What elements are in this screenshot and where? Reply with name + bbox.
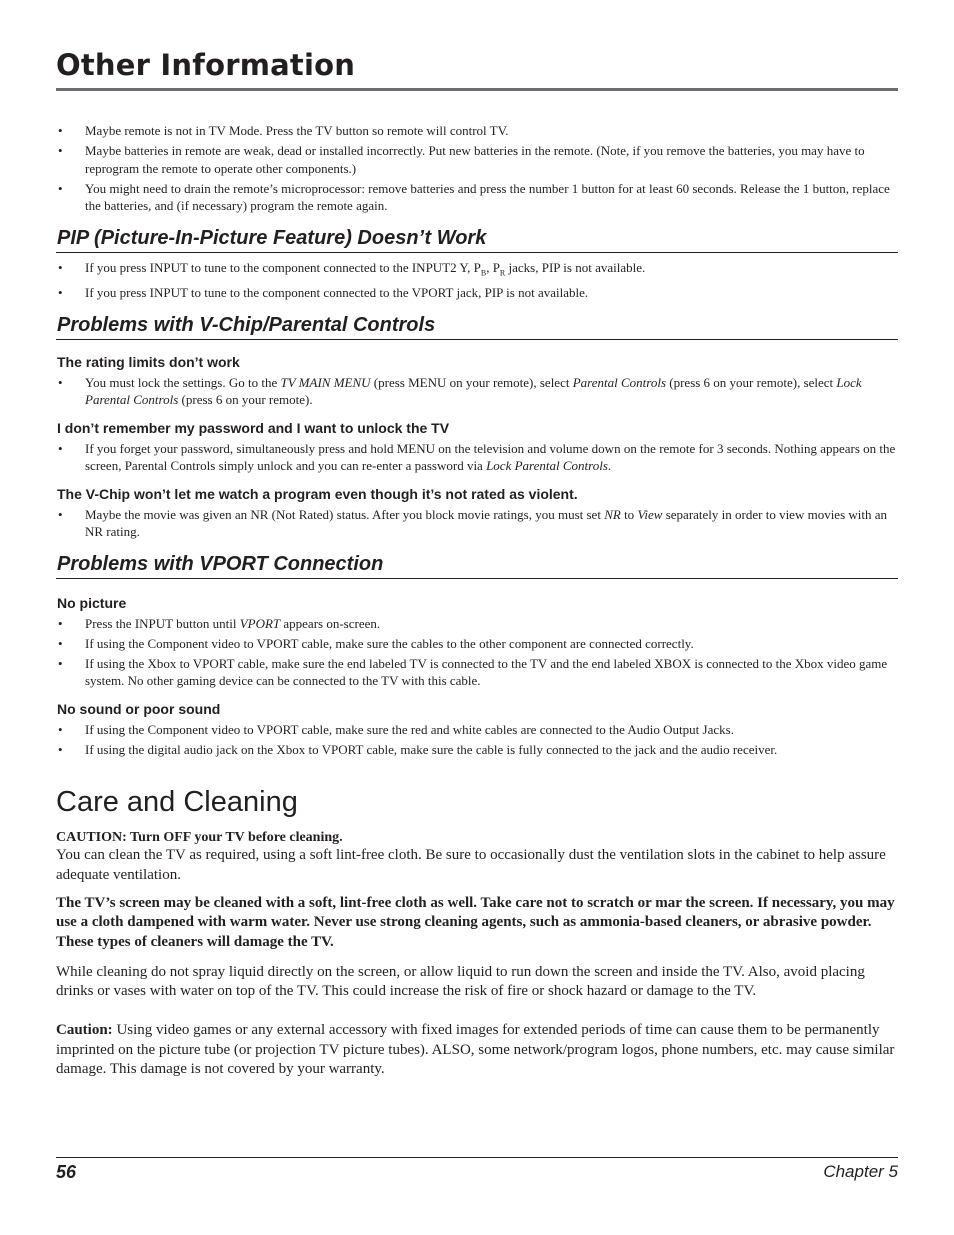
vchip-list-1 bbox=[56, 374, 898, 409]
caution-label: Caution: bbox=[56, 1022, 113, 1039]
care-paragraph-1: You can clean the TV as required, using a soft lint-free cloth. Be sure to occasionally dust the ventilation slots in the cabinet to help assure adequate ventilation. bbox=[56, 847, 886, 883]
subheading-no-picture: No picture bbox=[57, 594, 127, 611]
list-item: • If you forget your password, simultaneously press and hold MENU on the television and volume down on the remote for 3 seconds. Nothing appears on the screen, Parental Controls simply unlock and you can re-enter a password via Lock Parental Controls. bbox=[58, 440, 896, 474]
list-item: • If you press INPUT to tune to the component connected to the VPORT jack, PIP is not available. bbox=[58, 285, 589, 301]
page-title: Other Information bbox=[56, 48, 356, 82]
subheading-no-sound: No sound or poor sound bbox=[57, 700, 221, 717]
subheading-rating-limits: The rating limits don’t work bbox=[57, 353, 240, 370]
section-heading-vchip: Problems with V-Chip/Parental Controls bbox=[56, 313, 898, 340]
list-item: • Maybe remote is not in TV Mode. Press the TV button so remote will control TV. bbox=[58, 123, 509, 138]
list-item: • Press the INPUT button until VPORT appears on-screen. bbox=[58, 615, 381, 631]
subheading-password: I don’t remember my password and I want to unlock the TV bbox=[57, 419, 450, 436]
list-item: • If using the Xbox to VPORT cable, make sure the end labeled TV is connected to the TV and the end labeled XBOX is connected to the Xbox video game system. No other gaming device can be connected to the TV with this cable. bbox=[58, 655, 888, 689]
vport-list-1 bbox=[56, 615, 898, 690]
vchip-list-2 bbox=[56, 440, 898, 475]
list-item: • If using the Component video to VPORT cable, make sure the cables to the other component are connected correctly. bbox=[58, 635, 694, 651]
list-item: • Maybe batteries in remote are weak, dead or installed incorrectly. Put new batteries in the remote. (Note, if you remove the batteries, you may have to reprogram the remote to operate other components.) bbox=[58, 143, 865, 176]
vport-list-2 bbox=[56, 721, 898, 759]
list-item: • If you press INPUT to tune to the component connected to the INPUT2 Y, $P_B$, $P_R$ jacks, PIP is not available. bbox=[58, 259, 646, 278]
remote-troubleshooting-list bbox=[56, 122, 898, 215]
subheading-vchip-violent: The V-Chip won’t let me watch a program even though it’s not rated as violent. bbox=[57, 485, 578, 502]
list-item: • If using the Component video to VPORT cable, make sure the red and white cables are connected to the Audio Output Jacks. bbox=[58, 721, 734, 737]
list-item: • You must lock the settings. Go to the TV MAIN MENU (press MENU on your remote), select Parental Controls (press 6 on your remote), select Lock Parental Controls (press 6 on your remote). bbox=[58, 374, 862, 408]
section-heading-pip: PIP (Picture-In-Picture Feature) Doesn’t Work bbox=[56, 226, 898, 253]
care-cleaning-heading: Care and Cleaning bbox=[56, 786, 298, 819]
header-divider bbox=[56, 88, 898, 91]
care-paragraph-4: Caution: Using video games or any external accessory with fixed images for extended periods of time can cause them to be permanently imprinted on the picture tube (or projection TV picture tubes). ALSO, some network/program logos, phone numbers, etc. may cause similar damage. This damage is not covered by your warranty. bbox=[56, 1022, 895, 1078]
list-item: • Maybe the movie was given an NR (Not Rated) status. After you block movie ratings, you must set NR to View separately in order to view movies with an NR rating. bbox=[58, 506, 888, 540]
page-content bbox=[56, 122, 898, 1080]
list-item: • If using the digital audio jack on the Xbox to VPORT cable, make sure the cable is fully connected to the jack and the audio receiver. bbox=[58, 741, 778, 757]
caution-turn-off: CAUTION: Turn OFF your TV before cleaning. bbox=[56, 830, 343, 846]
chapter-label: Chapter 5 bbox=[823, 1162, 898, 1181]
section-heading-vport: Problems with VPORT Connection bbox=[56, 552, 898, 579]
care-paragraph-2: The TV’s screen may be cleaned with a soft, lint-free cloth as well. Take care not to scratch or mar the screen. If necessary, you may use a cloth dampened with warm water. Never use strong cleaning agents, such as ammonia-based cleaners, or abrasive powder. These types of cleaners will damage the TV. bbox=[56, 894, 895, 950]
pip-list bbox=[56, 259, 898, 302]
list-item: • You might need to drain the remote’s microprocessor: remove batteries and press the number 1 button for at least 60 seconds. Release the 1 button, replace the batteries, and (if necessary) program the remote again. bbox=[58, 180, 890, 213]
vchip-list-3 bbox=[56, 506, 898, 541]
page-number: 56 bbox=[56, 1162, 77, 1182]
footer-divider bbox=[56, 1157, 898, 1158]
care-paragraph-3: While cleaning do not spray liquid directly on the screen, or allow liquid to run down the screen and inside the TV. Also, avoid placing drinks or vases with water on top of the TV. This could increase the risk of fire or shock hazard or damage to the TV. bbox=[56, 963, 865, 1000]
